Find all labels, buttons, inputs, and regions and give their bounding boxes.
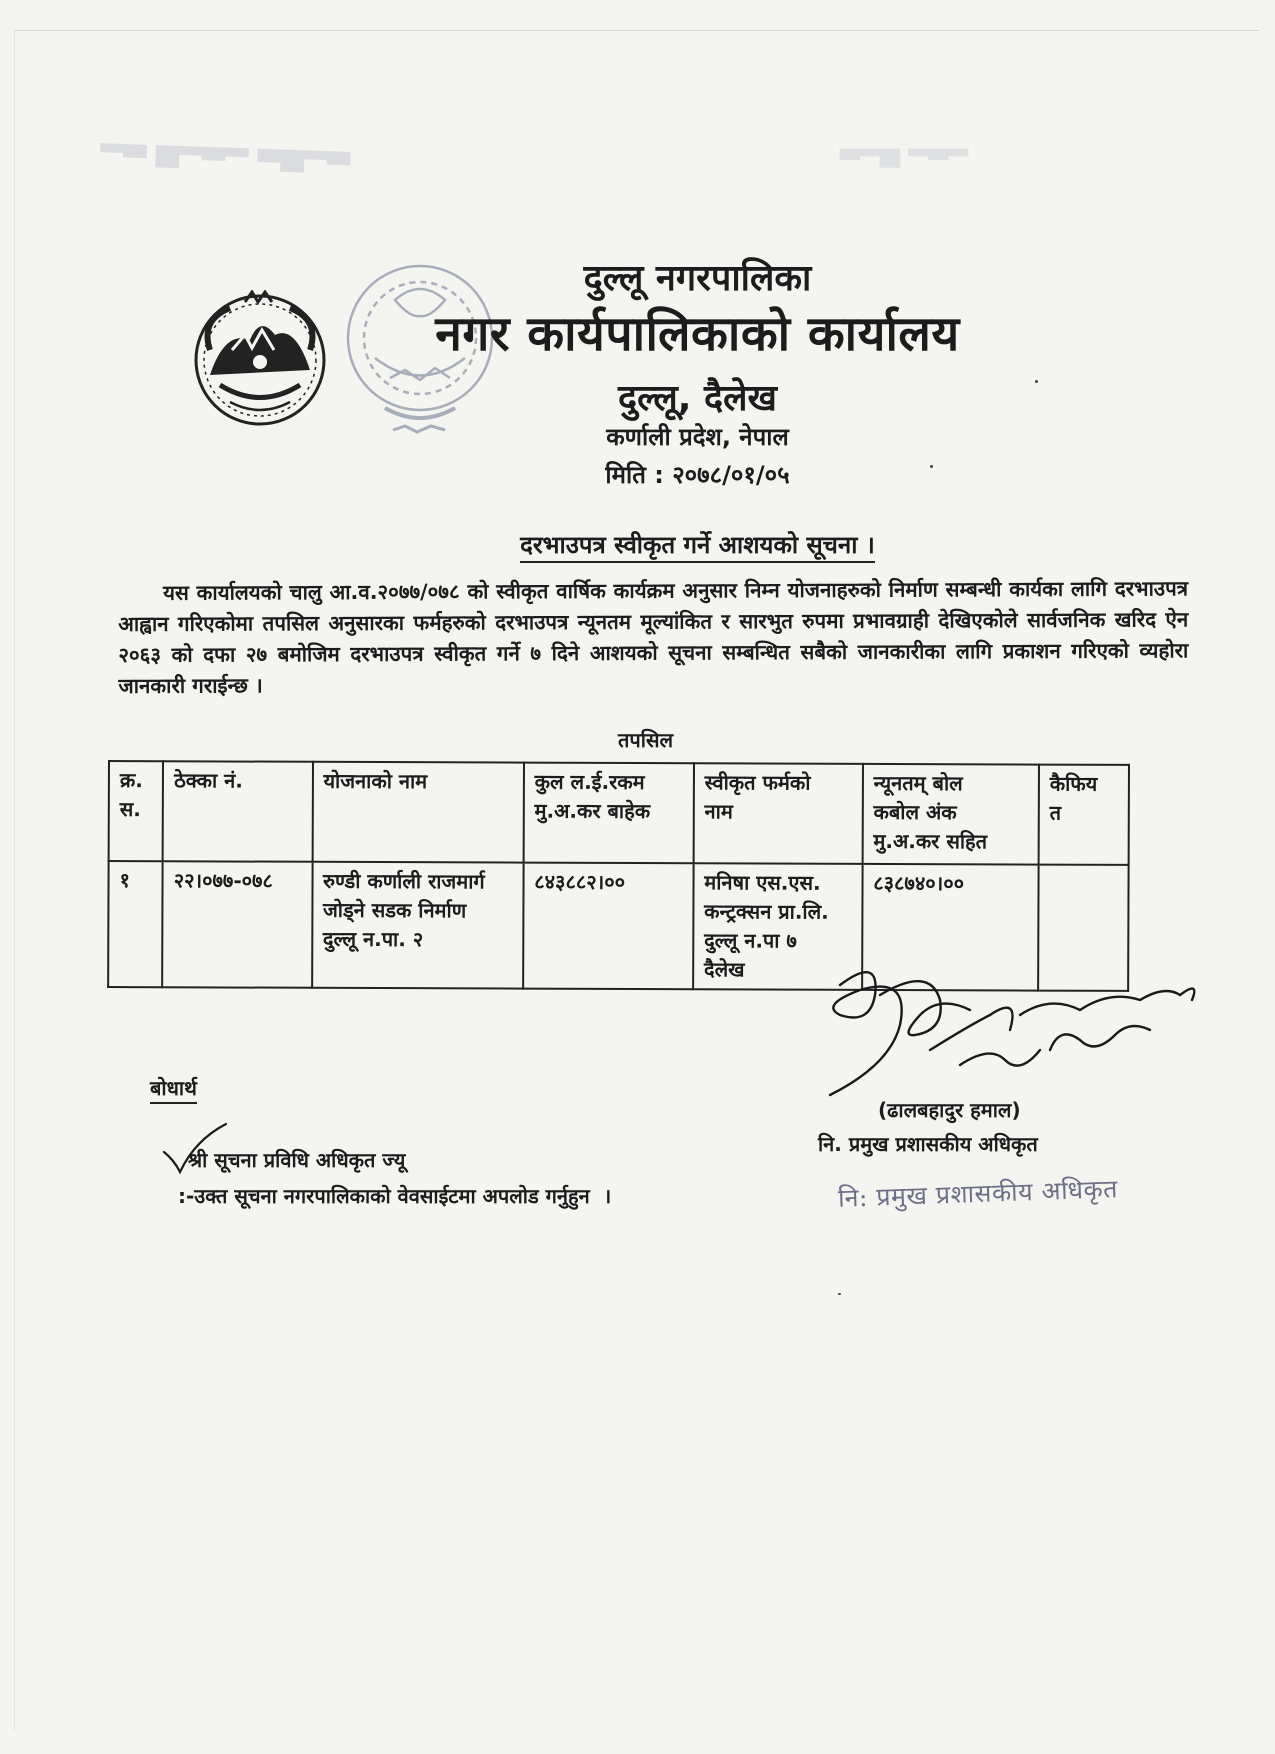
designation-stamp: नि: प्रमुख प्रशासकीय अधिकृत [837, 1174, 1119, 1213]
notice-body: यस कार्यालयको चालु आ.व.२०७७/०७८ को स्वीकृत वार्षिक कार्यक्रम अनुसार निम्न योजनाहरुको निर्माण सम्बन्धी कार्यका लागि दरभाउपत्र आह्वान गरिएकोमा तपसिल अनुसारका फर्महरुको दरभाउपत्र न्यूनतम मूल्यांकित र सारभुत रुपमा प्रभावग्राही देखिएकोले सार्वजनिक खरिद ऐन २०६३ को दफा २७ बमोजिम दरभाउपत्र स्वीकृत गर्ने ७ दिने आशयको सूचना सम्बन्धित सबैको जानकारीका लागि प्रकाशन गरिएको व्यहोरा जानकारी गराईन्छ । [118, 576, 1189, 698]
header-bid-amount: न्यूनतम् बोल कबोल अंक मु.अ.कर सहित [862, 764, 1038, 865]
header-project-name: योजनाको नाम [312, 762, 524, 863]
cc-instruction: :-उक्त सूचना नगरपालिकाको वेवसाईटमा अपलोड गर्नुहुन । [178, 1184, 612, 1208]
bleed-through-text: ▂▃ ▅▂▃▂ ▃▅▂▃ [99, 142, 351, 187]
cell-firm-name: मनिषा एस.एस. कन्ट्रक्सन प्रा.लि. दुल्लू न.पा ७ दैलेख [693, 863, 862, 990]
cell-cost-estimate: ८४३८८२।०० [523, 863, 694, 990]
cc-label: बोधार्थ [150, 1074, 197, 1104]
cell-bid-amount: ८३८७४०।०० [862, 864, 1039, 991]
table-header-row [109, 761, 1129, 865]
cell-contract-number: २२।०७७-०७८ [162, 861, 312, 988]
notice-subject [0, 528, 1275, 561]
header-cost-estimate: कुल ल.ई.रकम मु.अ.कर बाहेक [523, 763, 693, 864]
handwritten-signature [820, 955, 1210, 1105]
scan-speck [930, 465, 933, 468]
signatory-name: (ढालबहादुर हमाल) [878, 1098, 1021, 1122]
scan-speck [838, 1293, 841, 1295]
province-line: कर्णाली प्रदेश, नेपाल [606, 423, 789, 451]
signatory-title: नि. प्रमुख प्रशासकीय अधिकृत [818, 1132, 1038, 1156]
header-firm-name: स्वीकृत फर्मको नाम [693, 763, 862, 864]
scan-speck [1035, 380, 1038, 383]
header-serial: क्र. स. [109, 761, 164, 861]
table-title: तपसिल [618, 728, 674, 752]
office-location: दुल्लू, दैलेख [618, 378, 777, 419]
header-remarks: कैफिय त [1038, 765, 1129, 865]
bleed-through-text-right: ▃▂▅ ▂▃▂ [840, 148, 969, 178]
cell-project-name: रुण्डी कर्णाली राजमार्ग जोड्ने सडक निर्माण दुल्लू न.पा. २ [312, 862, 524, 989]
office-name: नगर कार्यपालिकाको कार्यालय [435, 306, 960, 362]
header-contract-number: ठेक्का नं. [163, 761, 313, 862]
notice-date: मिति : २०७८/०१/०५ [605, 461, 790, 489]
notice-subject-text: दरभाउपत्र स्वीकृत गर्ने आशयको सूचना । [520, 531, 875, 563]
cell-serial: १ [108, 861, 163, 987]
cc-recipient: श्री सूचना प्रविधि अधिकृत ज्यू [188, 1148, 406, 1172]
municipality-name: दुल्लू नगरपालिका [583, 258, 812, 299]
